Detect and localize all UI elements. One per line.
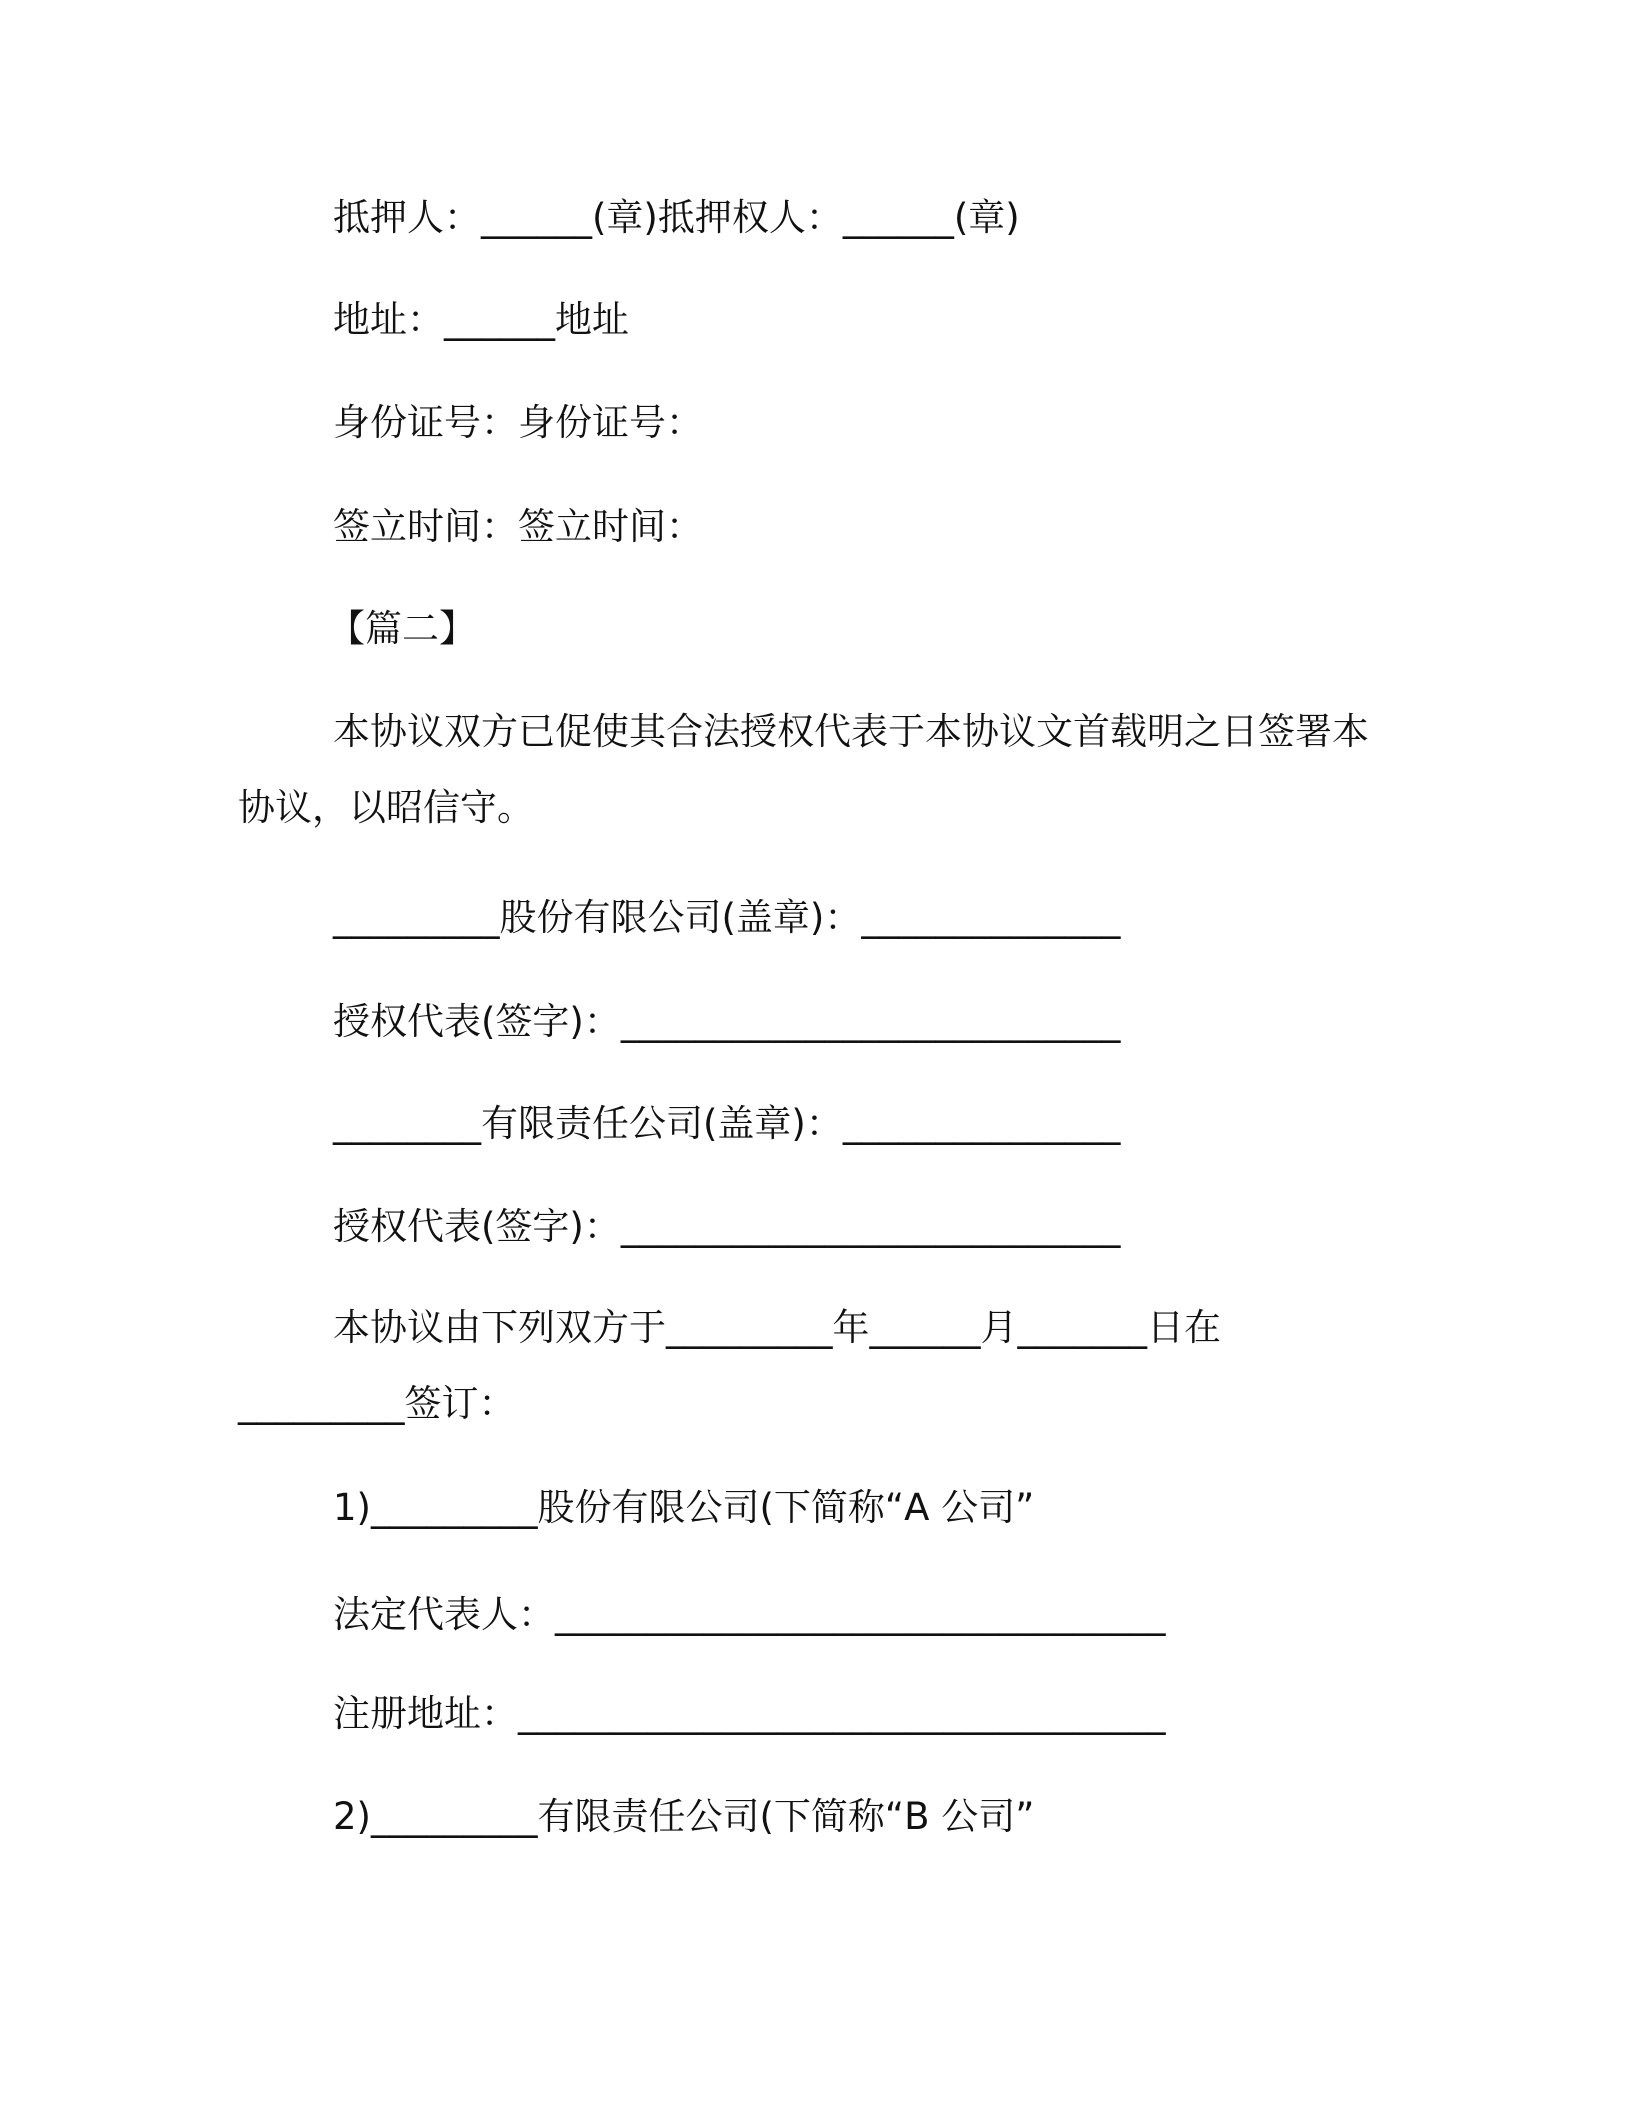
address-line: 地址：______地址 [333,298,629,341]
body-paragraph-line-2: 协议，以昭信守。 [238,786,534,829]
authorized-rep-b-line: 授权代表(签字)：___________________________ [333,1205,1121,1248]
agreement-date-line-2: _________签订： [238,1382,516,1425]
legal-representative-line: 法定代表人：_________________________________ [333,1593,1166,1636]
party-a-line: 1)_________股份有限公司(下简称“A 公司” [333,1486,1035,1529]
party-b-line: 2)_________有限责任公司(下简称“B 公司” [333,1795,1035,1838]
company-a-seal-line: _________股份有限公司(盖章)：______________ [333,896,1121,939]
id-number-line: 身份证号：身份证号： [333,401,703,444]
company-b-seal-line: ________有限责任公司(盖章)：_______________ [333,1102,1121,1145]
agreement-date-line-1: 本协议由下列双方于_________年______月_______日在 [333,1306,1221,1349]
authorized-rep-a-line: 授权代表(签字)：___________________________ [333,1000,1121,1043]
section-heading: 【篇二】 [328,607,476,650]
signing-time-line: 签立时间：签立时间： [333,505,703,548]
mortgagor-signature-line: 抵押人：______(章)抵押权人：______(章) [333,196,1020,239]
body-paragraph-line-1: 本协议双方已促使其合法授权代表于本协议文首载明之日签署本 [333,710,1369,753]
registered-address-line: 注册地址：___________________________________ [333,1692,1166,1735]
